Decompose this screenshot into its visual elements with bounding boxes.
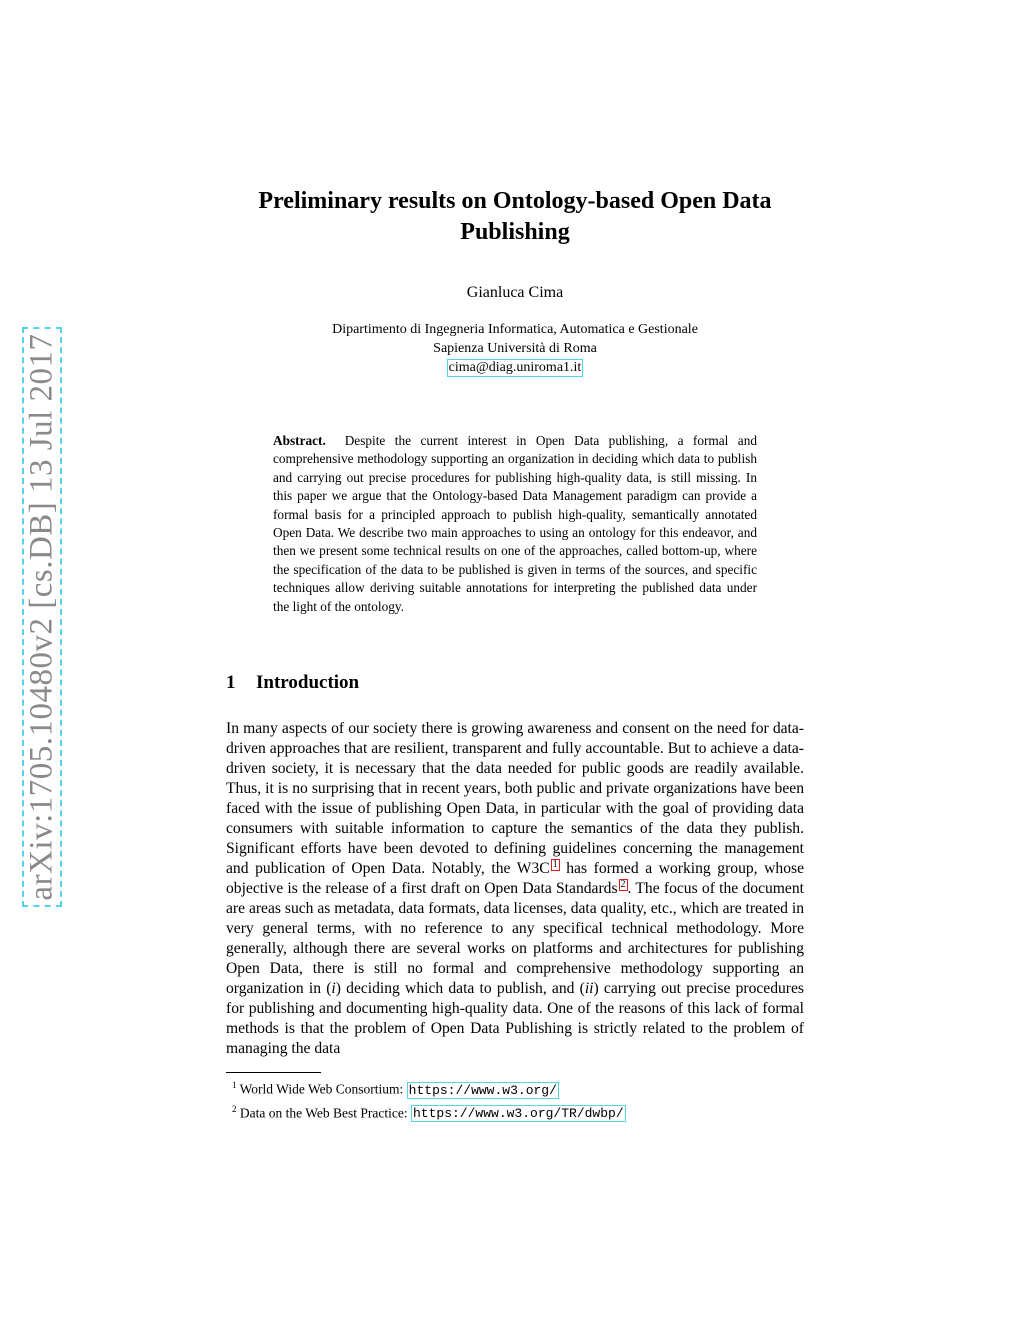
arxiv-identifier-text: arXiv:1705.10480v2 [cs.DB] 13 Jul 2017 [23,333,60,901]
footnote-number: 1 [232,1080,237,1090]
body-text-segment: ) carrying out precise procedures for publishing and documenting high-quality data. One of the reasons of this lack of formal methods is that the problem of Open Data Publishing is strictly related to the problem of managing the data [226,980,804,1058]
footnote-2 [232,1100,792,1124]
body-text-segment: In many aspects of our society there is growing awareness and consent on the need for data-driven approaches that are resilient, transparent and fully accountable. But to achieve a data-driven society, it is necessary that the data needed for public goods are readily available. Thus, it is no surprising that in recent years, both public and private organizations have been faced with the issue of publishing Open Data, in particular with the goal of providing data consumers with suitable information to capture the semantics of the data they publish. Significant efforts have been devoted to defining guidelines concerning the management and publication of Open Data. Notably, the W3C [226,720,804,878]
section-heading [226,672,359,694]
body-text-segment: has formed a working group, whose objective is the release of a first draft on Open Data Standards [226,860,805,898]
footnotes [232,1076,792,1123]
footnote-divider [226,1072,321,1073]
abstract [273,432,757,616]
author-email-link[interactable]: cima@diag.uniroma1.it [448,360,582,375]
paper-title: Preliminary results on Ontology-based Open Data Publishing [258,188,772,245]
affiliation-university: Sapienza Università di Roma [433,341,597,356]
abstract-label: Abstract. [273,433,326,448]
body-text-segment: . The focus of the document are areas such as metadata, data formats, data licenses, data quality, etc., which are treated in very general terms, with no reference to any specifical technical methodology. More generally, although there are several works on platforms and architectures for publishing Open Data, there is still no formal and comprehensive methodology supporting an organization in ( [226,880,804,998]
affiliation-department: Dipartimento di Ingegneria Informatica, Automatica e Gestionale [332,322,698,337]
body-text-segment: ) deciding which data to publish, and ( [335,980,585,998]
affiliation-block [230,320,800,377]
enum-marker-ii: ii [584,980,594,998]
footnote-url-link[interactable]: https://www.w3.org/ [408,1082,557,1098]
section-number: 1 [226,672,236,693]
section-title: Introduction [256,672,360,693]
footnote-ref-2[interactable]: 2 [620,879,626,891]
footnote-number: 2 [232,1103,237,1114]
footnote-1 [232,1076,792,1100]
arxiv-identifier-stamp[interactable] [22,327,62,907]
footnote-ref-1[interactable]: 1 [552,859,558,870]
enum-marker-i: i [331,980,336,998]
abstract-text: Despite the current interest in Open Data publishing, a formal and comprehensive methodology supporting an organization in deciding which data to publish and carrying out precise procedures for publishing high-quality data, is still missing. In this paper we argue that the Ontology-based Data Management paradigm can provide a formal basis for a principled approach to publish high-quality, semantically annotated Open Data. We describe two main approaches to using an ontology for this endeavor, and then we present some technical results on one of the approaches, called bottom-up, where the specification of the data to be published is given in terms of the sources, and specific techniques allow deriving suitable annotations for interpreting the published data under the light of the ontology. [273,433,758,614]
author-name: Gianluca Cima [466,284,564,301]
footnote-url-link[interactable]: https://www.w3.org/TR/dwbp/ [413,1106,624,1121]
footnote-text: Data on the Web Best Practice: [239,1105,411,1120]
introduction-paragraph [226,719,804,1059]
footnote-text: World Wide Web Consortium: [239,1081,407,1097]
